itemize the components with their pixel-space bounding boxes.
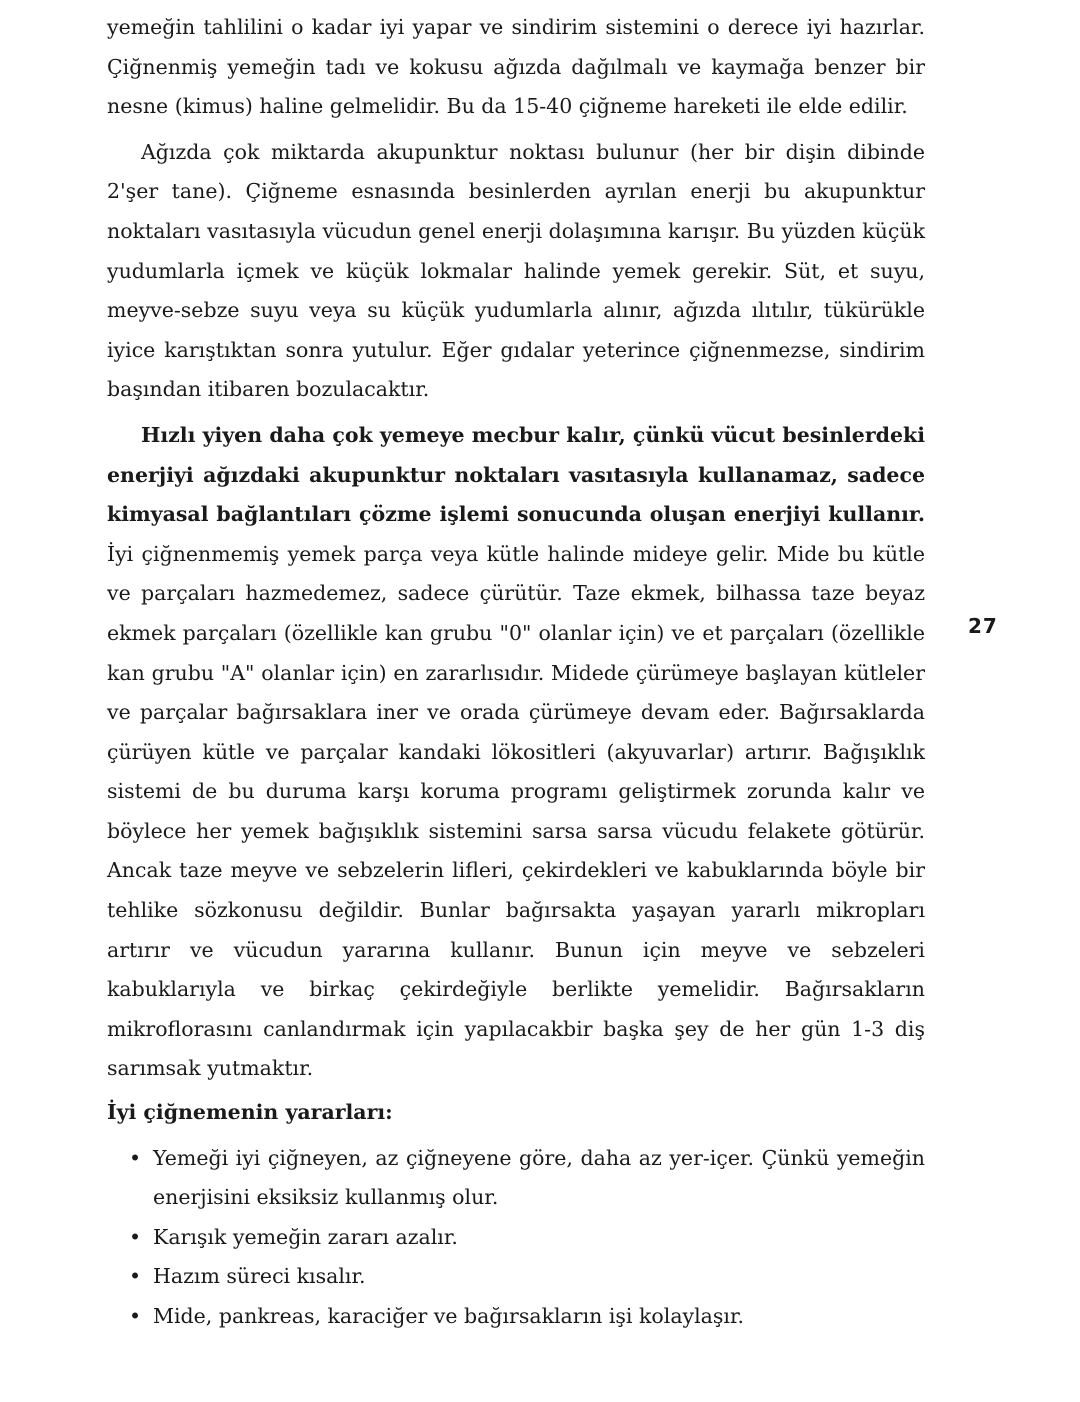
benefits-list (107, 1139, 925, 1337)
paragraph-2: Ağızda çok miktarda akupunktur noktası bulunur (her bir dişin dibinde 2'şer tane). Çiğneme esnasında besinlerden ayrılan enerji bu akupunktur noktaları vasıtasıyla vücudun genel enerji dolaşımına karışır. Bu yüzden küçük yudumlarla içmek ve küçük lokmalar halinde yemek gerekir. Süt, et suyu, meyve-sebze suyu veya su küçük yudumlarla alınır, ağızda ılıtılır, tükürükle iyice karıştıktan sonra yutulur. Eğer gıdalar yeterince çiğnenmezse, sindirim başından itibaren bozulacaktır. (107, 139, 925, 402)
list-item (129, 1139, 925, 1218)
list-item-text: Hazım süreci kısalır. (153, 1264, 366, 1289)
benefits-heading: İyi çiğnemenin yararları: (107, 1100, 393, 1125)
bullet-icon: • (129, 1304, 142, 1328)
list-item (129, 1297, 925, 1337)
list-item-text: Mide, pankreas, karaciğer ve bağırsakların işi kolaylaşır. (153, 1304, 745, 1328)
paragraph-1: yemeğin tahlilini o kadar iyi yapar ve sindirim sistemini o derece iyi hazırlar. Çiğnenmiş yemeğin tadı ve kokusu ağızda dağılmalı ve kaymağa benzer bir nesne (kimus) haline gelmelidir. Bu da 15-40 çiğneme hareketi ile elde edilir. (107, 15, 925, 119)
bullet-icon: • (129, 1145, 142, 1170)
bullet-icon: • (129, 1224, 142, 1249)
list-item-text: Yemeği iyi çiğneyen, az çiğneyene göre, daha az yer-içer. Çünkü yemeğin enerjisini eksiksiz kullanmış olur. (153, 1145, 925, 1210)
paragraph-3-bold-lead: Hızlı yiyen daha çok yemeye mecbur kalır, çünkü vücut besinlerdeki enerjiyi ağızdaki akupunktur noktaları vasıtasıyla kullanamaz, sadece kimyasal bağlantıları çözme işlemi sonucunda oluşan enerjiyi kullanır. (107, 422, 925, 527)
list-item-text: Karışık yemeğin zararı azalır. (153, 1224, 458, 1249)
paragraph-3-body: İyi çiğnenmemiş yemek parça veya kütle halinde mideye gelir. Mide bu kütle ve parçaları hazmedemez, sadece çürütür. Taze ekmek, bilhassa taze beyaz ekmek parçaları (özellikle kan grubu "0" olanlar için) ve et parçaları (özellikle kan grubu "A" olanlar için) en zararlısıdır. Midede çürümeye başlayan kütleler ve parçalar bağırsaklara iner ve orada çürümeye devam eder. Bağırsaklarda çürüyen kütle ve parçalar kandaki lökositleri (akyuvarlar) artırır. Bağışıklık sistemi de bu duruma karşı koruma programı geliştirmek zorunda kalır ve böylece her yemek bağışıklık sistemini sarsa sarsa vücudu felakete götürür. Ancak taze meyve ve sebzelerin lifleri, çekirdekleri ve kabuklarında böyle bir tehlike sözkonusu değildir. Bunlar bağırsakta yaşayan yararlı mikropları artırır ve vücudun yararına kullanır. Bunun için meyve ve sebzeleri kabuklarıyla ve birkaç çekirdeğiyle berlikte yemelidir. Bağırsakların mikroflorasını canlandırmak için yapılacakbir başka şey de her gün 1-3 diş sarımsak yutmaktır. (107, 541, 925, 1081)
list-item (129, 1257, 925, 1297)
page-number: 27 (968, 614, 998, 638)
bullet-icon: • (129, 1264, 142, 1289)
page-body (107, 8, 925, 1337)
list-item (129, 1218, 925, 1258)
paragraph-3 (107, 416, 925, 1089)
